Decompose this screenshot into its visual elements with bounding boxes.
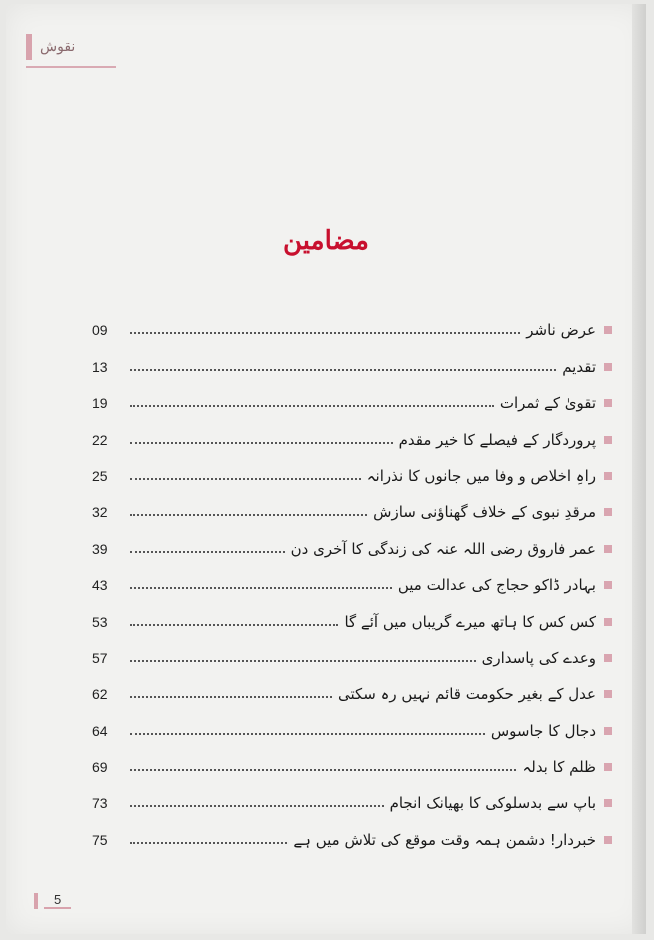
bleed-through-text [266, 96, 606, 234]
page-title: مضامین [283, 226, 369, 256]
toc-title: عدل کے بغیر حکومت قائم نہیں رہ سکتی [337, 685, 596, 704]
running-header [26, 34, 75, 60]
toc-bullet [604, 436, 612, 444]
toc-bullet [604, 399, 612, 407]
toc-page-number: 64 [92, 722, 108, 739]
toc-page-number: 73 [92, 795, 108, 812]
toc-bullet [604, 581, 612, 589]
toc-page-number: 75 [92, 831, 108, 848]
toc-bullet [604, 799, 612, 807]
toc-leader-dots [130, 842, 287, 844]
toc-entry [92, 815, 612, 851]
toc-bullet [604, 545, 612, 553]
toc-title: ظلم کا بدلہ [522, 758, 596, 777]
toc-entry [92, 779, 612, 815]
toc-entry [92, 634, 612, 670]
toc-bullet [604, 763, 612, 771]
toc-entry [92, 706, 612, 742]
toc-page-number: 32 [92, 504, 108, 521]
toc-title: مرقدِ نبوی کے خلاف گھناؤنی سازش [373, 503, 596, 522]
toc-bullet [604, 654, 612, 662]
toc-leader-dots [130, 332, 520, 334]
toc-entry [92, 488, 612, 524]
page-edge [632, 4, 646, 934]
toc-title: تقویٰ کے ثمرات [499, 394, 596, 413]
toc-entry [92, 561, 612, 597]
toc-title: عمر فاروق رضی اللہ عنہ کی زندگی کا آخری دن [290, 539, 596, 558]
toc-page-number: 19 [92, 395, 108, 412]
toc-leader-dots [130, 733, 485, 735]
toc-bullet [604, 363, 612, 371]
header-accent-bar [26, 34, 32, 60]
toc-page-number: 43 [92, 577, 108, 594]
toc-title: کس کس کا ہاتھ میرے گریباں میں آئے گا [344, 612, 596, 631]
toc-title: راہِ اخلاص و وفا میں جانوں کا نذرانہ [366, 466, 596, 485]
toc-title: بہادر ڈاکو حجاج کی عدالت میں [397, 576, 596, 595]
toc-leader-dots [130, 551, 285, 553]
toc-title: تقدیم [562, 357, 596, 376]
toc-title: وعدے کی پاسداری [481, 648, 596, 667]
toc-bullet [604, 326, 612, 334]
toc-title: خبردار! دشمن ہمہ وقت موقع کی تلاش میں ہے [293, 830, 596, 849]
toc-leader-dots [130, 769, 516, 771]
toc-entry [92, 306, 612, 342]
toc-bullet [604, 727, 612, 735]
folio-accent [34, 893, 38, 909]
toc-bullet [604, 508, 612, 516]
toc-leader-dots [130, 696, 332, 698]
toc-title: دجال کا جاسوس [490, 721, 596, 740]
toc-leader-dots [130, 514, 367, 516]
toc-bullet [604, 472, 612, 480]
toc-page-number: 13 [92, 358, 108, 375]
toc-title: پروردگار کے فیصلے کا خیر مقدم [398, 430, 596, 449]
toc-title: باپ سے بدسلوکی کا بھیانک انجام [389, 794, 596, 813]
header-underline [26, 66, 116, 68]
toc-entry [92, 379, 612, 415]
toc-entry [92, 597, 612, 633]
toc-entry [92, 524, 612, 560]
toc-page-number: 53 [92, 613, 108, 630]
toc-leader-dots [130, 660, 476, 662]
toc-page-number: 09 [92, 322, 108, 339]
toc-leader-dots [130, 369, 556, 371]
toc-page-number: 69 [92, 759, 108, 776]
toc-page-number: 22 [92, 431, 108, 448]
toc-entry [92, 452, 612, 488]
toc-page-number: 25 [92, 467, 108, 484]
toc-leader-dots [130, 624, 338, 626]
toc-title: عرض ناشر [526, 321, 596, 340]
toc-entry [92, 415, 612, 451]
toc-entry [92, 342, 612, 378]
toc-leader-dots [130, 805, 384, 807]
toc-bullet [604, 618, 612, 626]
toc-entry [92, 670, 612, 706]
toc-bullet [604, 690, 612, 698]
running-header-text: نقوش [40, 39, 76, 55]
toc-leader-dots [130, 442, 393, 444]
toc-page-number: 57 [92, 649, 108, 666]
toc-page-number: 62 [92, 686, 108, 703]
table-of-contents [92, 306, 612, 852]
toc-leader-dots [130, 478, 361, 480]
toc-page-number: 39 [92, 540, 108, 557]
page-number-text: 5 [44, 892, 71, 909]
toc-bullet [604, 836, 612, 844]
toc-entry [92, 743, 612, 779]
page-number [34, 892, 71, 909]
toc-leader-dots [130, 405, 494, 407]
toc-leader-dots [130, 587, 392, 589]
book-page [6, 4, 646, 934]
